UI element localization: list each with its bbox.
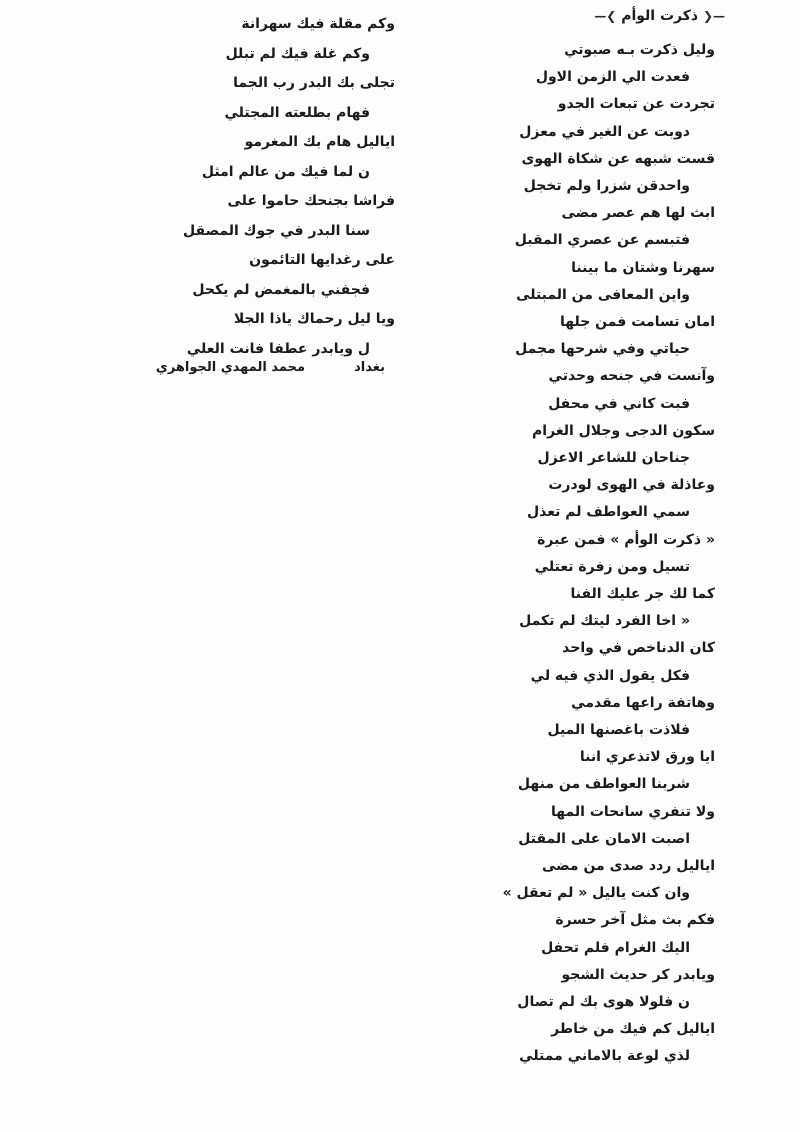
- verse-line: « اخا الفرد ليتك لم تكمل: [519, 613, 690, 630]
- signature-place: بغداد: [354, 360, 385, 375]
- verse-line: وآنست في جنحه وحدتي: [548, 368, 715, 385]
- verse-line: كان الدناخص في واحد: [562, 640, 715, 657]
- verse-line: امان تسامت فمن جلها: [560, 314, 715, 330]
- verse-line: وليل ذكرت بـه صبوتي: [564, 42, 715, 58]
- verse-line: فبت كاني في محفل: [548, 395, 690, 412]
- verse-line: اياليل ردد صدى من مضى: [541, 858, 715, 874]
- verse-line: فهام بطلعته المجتلي: [224, 104, 370, 121]
- verse-line: ابث لها هم عصر مضى: [561, 205, 715, 222]
- verse-line: وعاذلة في الهوى لودرت: [548, 477, 715, 494]
- verse-line: دوبت عن الغير في معزل: [519, 123, 690, 140]
- verse-line: فكم بث مثل آخر حسرة: [555, 912, 715, 929]
- verse-line: سكون الدجى وجلال الغرام: [532, 422, 715, 439]
- verse-line: على رغدايها التائمون: [249, 252, 395, 268]
- verse-line: فراشا بجنحك حاموا على: [227, 193, 395, 209]
- verse-line: فعدت الي الزمن الاول: [535, 69, 690, 86]
- verse-line: وكم مقلة فيك سهرانة: [241, 16, 395, 32]
- verse-line: سهرنا وشتان ما بيننا: [571, 259, 715, 276]
- verse-line: حياتي وفي شرحها مجمل: [515, 341, 690, 358]
- verse-line: ولا تنفري سانحات المها: [551, 803, 715, 820]
- verse-line: ن لما فيك من عالم امثل: [201, 163, 370, 180]
- verse-line: قست شبهه عن شكاة الهوى: [521, 150, 715, 167]
- verse-line: وان كنت ياليل « لم تعقل »: [502, 885, 690, 902]
- verse-line: ن فلولا هوى بك لم تصال: [517, 994, 690, 1010]
- verse-line: لذي لوعة بالاماني ممتلي: [519, 1048, 690, 1065]
- poem-title: [594, 8, 725, 24]
- verse-line: واين المعافى من المبتلى: [516, 286, 690, 303]
- verse-line: اياليل هام بك المغرمو: [244, 134, 395, 150]
- verse-line: ويابدر كر حديث الشجو: [561, 966, 715, 983]
- verse-line: فتبسم عن عصري المقبل: [514, 232, 690, 249]
- verse-line: وكم غلة فيك لم تبلل: [225, 45, 370, 62]
- verse-line: اصبت الامان على المقتل: [518, 830, 690, 847]
- verse-line: واحدقن شزرا ولم تخجل: [523, 178, 690, 194]
- verse-line: جناحان للشاعر الاعزل: [537, 450, 690, 466]
- verse-line: اياليل كم فيك من خاطر: [551, 1021, 715, 1038]
- verse-line: شربنا العواطف من منهل: [517, 776, 690, 793]
- verse-line: فجفني بالمغمض لم يكحل: [192, 281, 370, 298]
- verse-line: فكل يقول الذي فيه لي: [530, 667, 690, 684]
- verse-line: فلاذت باغصنها الميل: [547, 722, 690, 738]
- verse-line: اليك الغرام فلم تحفل: [541, 939, 690, 956]
- verse-line: سنا البدر في جوك المصقل: [183, 222, 370, 239]
- verse-line: تسيل ومن زفرة تعتلي: [534, 558, 690, 575]
- verse-line: وهاتفة راعها مقدمي: [571, 694, 715, 711]
- poem-title-text: ذكرت الوأم: [621, 8, 699, 24]
- verse-line: تجلى بك البدر رب الجما: [233, 75, 395, 91]
- verse-line: تجردت عن تبعات الجدو: [557, 96, 715, 113]
- verse-line: ويا ليل رحماك ياذا الجلا: [233, 311, 395, 327]
- title-ornament-left: ❯—: [594, 9, 617, 23]
- verse-line: كما لك جر عليك الفنا: [570, 586, 715, 602]
- signature-author: محمد المهدي الجواهري: [155, 360, 305, 375]
- verse-line: ل ويابدر عطفا فانت العلي: [186, 340, 370, 357]
- verse-line: سمي العواطف لم تعذل: [527, 504, 690, 521]
- title-ornament-right: —❮: [702, 9, 725, 23]
- verse-line: ايا ورق لاتذعري اننا: [579, 749, 715, 766]
- verse-line: « ذكرت الوأم » فمن عبرة: [537, 531, 715, 548]
